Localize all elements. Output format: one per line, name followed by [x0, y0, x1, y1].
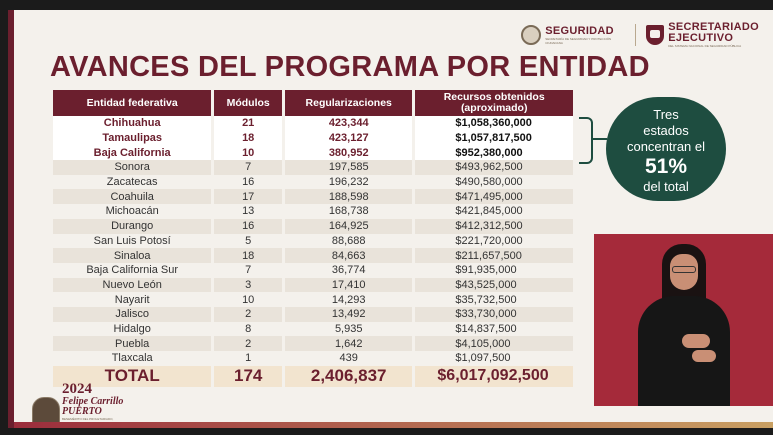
cell-recursos: $43,525,000 [415, 278, 573, 293]
table-row [53, 307, 573, 322]
secretariado-logo-sub: DEL SISTEMA NACIONAL DE SEGURIDAD PÚBLICA [668, 44, 742, 48]
cell-regularizaciones: 188,598 [285, 189, 412, 204]
cell-recursos: $493,962,500 [415, 160, 573, 175]
cell-regularizaciones: 17,410 [285, 278, 412, 293]
cell-recursos: $471,495,000 [415, 189, 573, 204]
cell-modulos: 18 [214, 248, 282, 263]
cell-recursos: $1,058,360,000 [415, 116, 573, 131]
cell-entidad: Zacatecas [53, 175, 211, 190]
cell-entidad: Nayarit [53, 292, 211, 307]
cell-entidad: Baja California [53, 145, 211, 160]
cell-regularizaciones: 423,127 [285, 131, 412, 146]
seal-icon [521, 25, 541, 45]
secretariado-logo-name2: EJECUTIVO [668, 32, 734, 44]
cell-modulos: 21 [214, 116, 282, 131]
table-row [53, 234, 573, 249]
cell-recursos: $211,657,500 [415, 248, 573, 263]
table-row [53, 175, 573, 190]
table-row [53, 322, 573, 337]
cell-modulos: 7 [214, 160, 282, 175]
cell-recursos: $35,732,500 [415, 292, 573, 307]
cell-entidad: Jalisco [53, 307, 211, 322]
cell-regularizaciones: 439 [285, 351, 412, 366]
shield-icon [646, 25, 664, 45]
total-recursos: $6,017,092,500 [415, 366, 573, 387]
cell-entidad: Tamaulipas [53, 131, 211, 146]
cell-recursos: $421,845,000 [415, 204, 573, 219]
cell-entidad: Sonora [53, 160, 211, 175]
cell-modulos: 17 [214, 189, 282, 204]
cell-regularizaciones: 5,935 [285, 322, 412, 337]
cell-recursos: $33,730,000 [415, 307, 573, 322]
cell-recursos: $412,312,500 [415, 219, 573, 234]
cell-entidad: San Luis Potosí [53, 234, 211, 249]
header-recursos [415, 90, 573, 116]
cell-entidad: Tlaxcala [53, 351, 211, 366]
secretariado-logo-name1: SECRETARIADO [668, 21, 759, 33]
callout-line1: Tres [653, 107, 679, 122]
cell-entidad: Michoacán [53, 204, 211, 219]
header-regularizaciones: Regularizaciones [285, 90, 412, 116]
table-row [53, 131, 573, 146]
cell-regularizaciones: 423,344 [285, 116, 412, 131]
cell-modulos: 2 [214, 336, 282, 351]
cell-modulos: 1 [214, 351, 282, 366]
callout-bubble [606, 97, 726, 201]
total-modulos: 174 [214, 366, 282, 387]
cell-regularizaciones: 380,952 [285, 145, 412, 160]
cell-entidad: Nuevo León [53, 278, 211, 293]
table-row [53, 278, 573, 293]
cell-entidad: Baja California Sur [53, 263, 211, 278]
table-row [53, 160, 573, 175]
total-regularizaciones: 2,406,837 [285, 366, 412, 387]
cell-entidad: Chihuahua [53, 116, 211, 131]
cell-recursos: $4,105,000 [415, 336, 573, 351]
cell-modulos: 10 [214, 145, 282, 160]
seguridad-logo-name: SEGURIDAD [545, 24, 614, 37]
cell-recursos: $14,837,500 [415, 322, 573, 337]
header-logos [521, 22, 759, 48]
cell-recursos: $91,935,000 [415, 263, 573, 278]
seguridad-logo [521, 25, 625, 45]
cell-regularizaciones: 36,774 [285, 263, 412, 278]
cell-modulos: 3 [214, 278, 282, 293]
callout-line4: del total [643, 179, 689, 194]
callout-line3: concentran el [626, 139, 706, 154]
hand-icon [692, 350, 716, 362]
table-row [53, 336, 573, 351]
badge-name2: PUERTO [62, 406, 102, 417]
cell-modulos: 5 [214, 234, 282, 249]
bracket-connector [593, 138, 607, 140]
cell-regularizaciones: 1,642 [285, 336, 412, 351]
cell-regularizaciones: 197,585 [285, 160, 412, 175]
table-row [53, 145, 573, 160]
cell-entidad: Coahuila [53, 189, 211, 204]
total-label: TOTAL [53, 366, 211, 387]
hand-icon [682, 334, 710, 348]
header-recursos-line2: (aproximado) [460, 102, 528, 114]
callout-percentage: 51% [644, 155, 688, 178]
table-row [53, 189, 573, 204]
badge-year: 2024 [62, 381, 92, 397]
cell-modulos: 16 [214, 219, 282, 234]
cell-modulos: 16 [214, 175, 282, 190]
cell-entidad: Durango [53, 219, 211, 234]
cell-modulos: 2 [214, 307, 282, 322]
cell-entidad: Puebla [53, 336, 211, 351]
table-row [53, 351, 573, 366]
table-row [53, 116, 573, 131]
cell-entidad: Hidalgo [53, 322, 211, 337]
cell-regularizaciones: 88,688 [285, 234, 412, 249]
logo-divider [635, 24, 636, 46]
badge-name1: Felipe Carrillo [62, 396, 124, 407]
top-three-bracket [579, 117, 593, 164]
cell-recursos: $1,057,817,500 [415, 131, 573, 146]
cell-regularizaciones: 168,738 [285, 204, 412, 219]
sign-language-interpreter [594, 234, 773, 406]
interpreter-body [638, 296, 730, 406]
table-header-row [53, 90, 573, 116]
slide-bottom-bar [14, 422, 773, 428]
table-row [53, 292, 573, 307]
entity-table [50, 90, 576, 387]
table-row [53, 263, 573, 278]
cell-regularizaciones: 14,293 [285, 292, 412, 307]
cell-modulos: 18 [214, 131, 282, 146]
badge-sub: BENEMÉRITO DEL PROLETARIADO, [62, 417, 114, 421]
cell-regularizaciones: 164,925 [285, 219, 412, 234]
cell-regularizaciones: 84,663 [285, 248, 412, 263]
cell-regularizaciones: 196,232 [285, 175, 412, 190]
table-row [53, 248, 573, 263]
glasses-icon [672, 266, 696, 273]
table-total-row [53, 366, 573, 387]
header-modulos: Módulos [214, 90, 282, 116]
cell-recursos: $221,720,000 [415, 234, 573, 249]
callout-line2: estados [643, 123, 689, 138]
table-row [53, 204, 573, 219]
cell-recursos: $490,580,000 [415, 175, 573, 190]
cell-modulos: 13 [214, 204, 282, 219]
cell-recursos: $952,380,000 [415, 145, 573, 160]
header-recursos-line1: Recursos obtenidos [443, 91, 545, 103]
cell-recursos: $1,097,500 [415, 351, 573, 366]
cell-entidad: Sinaloa [53, 248, 211, 263]
secretariado-logo [646, 22, 759, 48]
cell-modulos: 7 [214, 263, 282, 278]
seguridad-logo-sub: SECRETARÍA DE SEGURIDAD Y PROTECCIÓN CIUDADANA [545, 36, 612, 45]
header-entidad: Entidad federativa [53, 90, 211, 116]
page-title: AVANCES DEL PROGRAMA POR ENTIDAD [50, 51, 650, 83]
cell-regularizaciones: 13,492 [285, 307, 412, 322]
cell-modulos: 8 [214, 322, 282, 337]
cell-modulos: 10 [214, 292, 282, 307]
table-row [53, 219, 573, 234]
